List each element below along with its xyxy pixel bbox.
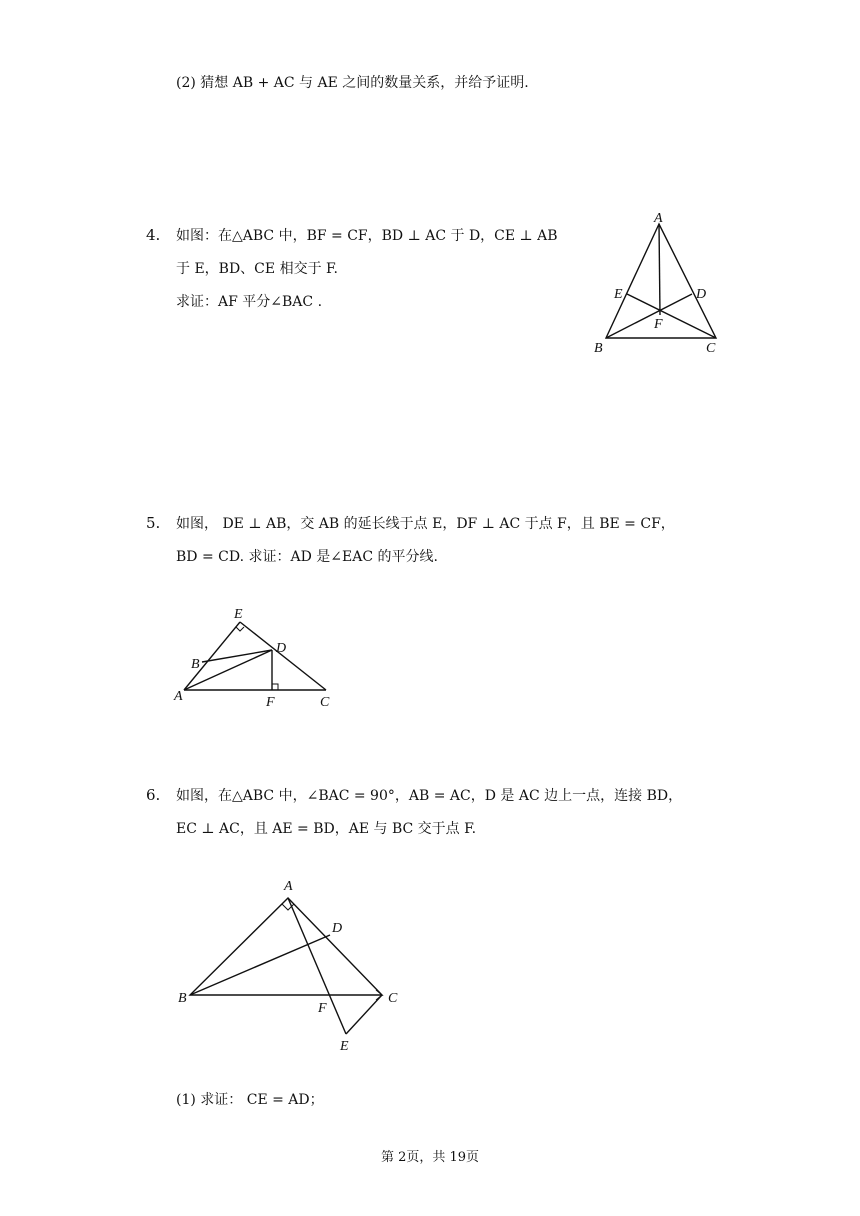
q4-line1: 如图：在△ABC 中，BF = CF，BD ⊥ AC 于 D，CE ⊥ AB [176, 228, 558, 244]
q6-number: 6. [146, 786, 161, 804]
q4-label-e: E [614, 287, 623, 302]
page-footer: 第 2页，共 19页 [380, 1150, 480, 1165]
q4-label-a: A [654, 211, 663, 226]
q5-right-angle-e [236, 627, 244, 631]
q4-label-d: D [696, 287, 707, 302]
q6-label-f: F [318, 1001, 327, 1016]
q6-line-bd [190, 935, 330, 995]
q6-label-e: E [340, 1039, 349, 1054]
q6-line1: 如图，在△ABC 中，∠BAC = 90°，AB = AC，D 是 AC 边上一点，连接 BD， [176, 788, 683, 804]
q5-label-d: D [276, 641, 287, 656]
q4-line-af [659, 224, 660, 315]
q5-line-ae [184, 622, 240, 690]
q6-part1: (1) 求证： CE = AD； [176, 1092, 324, 1108]
q5-right-angle-f [272, 684, 278, 690]
q6-line2: EC ⊥ AC，且 AE = BD，AE 与 BC 交于点 F. [176, 821, 477, 837]
q5-line-ec [240, 622, 326, 690]
q6-triangle-abc [190, 898, 382, 995]
q5-line1: 如图， DE ⊥ AB，交 AB 的延长线于点 E，DF ⊥ AC 于点 F，且 BE = CF， [176, 516, 675, 532]
q6-figure [176, 872, 416, 1052]
q5-label-a: A [174, 689, 183, 704]
q5-line2: BD = CD. 求证：AD 是∠EAC 的平分线. [176, 549, 438, 565]
q4-line2: 于 E，BD、CE 相交于 F. [176, 261, 338, 277]
q4-figure [592, 212, 732, 362]
q4-label-c: C [706, 341, 716, 356]
q5-figure [172, 604, 342, 714]
q4-label-b: B [594, 341, 603, 356]
q6-label-d: D [332, 921, 343, 936]
q6-label-a: A [284, 879, 293, 894]
q6-line-ce [346, 995, 382, 1034]
q5-label-c: C [320, 695, 330, 710]
q4-label-f: F [654, 317, 663, 332]
q5-label-f: F [266, 695, 275, 710]
q5-label-e: E [234, 607, 243, 622]
q5-label-b: B [191, 657, 200, 672]
q6-label-b: B [178, 991, 187, 1006]
q6-label-c: C [388, 991, 398, 1006]
q5-number: 5. [146, 514, 161, 532]
q3-part2-text: (2) 猜想 AB + AC 与 AE 之间的数量关系，并给予证明. [176, 75, 529, 91]
q6-line-ae [288, 898, 346, 1034]
q4-line3: 求证：AF 平分∠BAC . [176, 294, 323, 310]
q4-number: 4. [146, 226, 161, 244]
